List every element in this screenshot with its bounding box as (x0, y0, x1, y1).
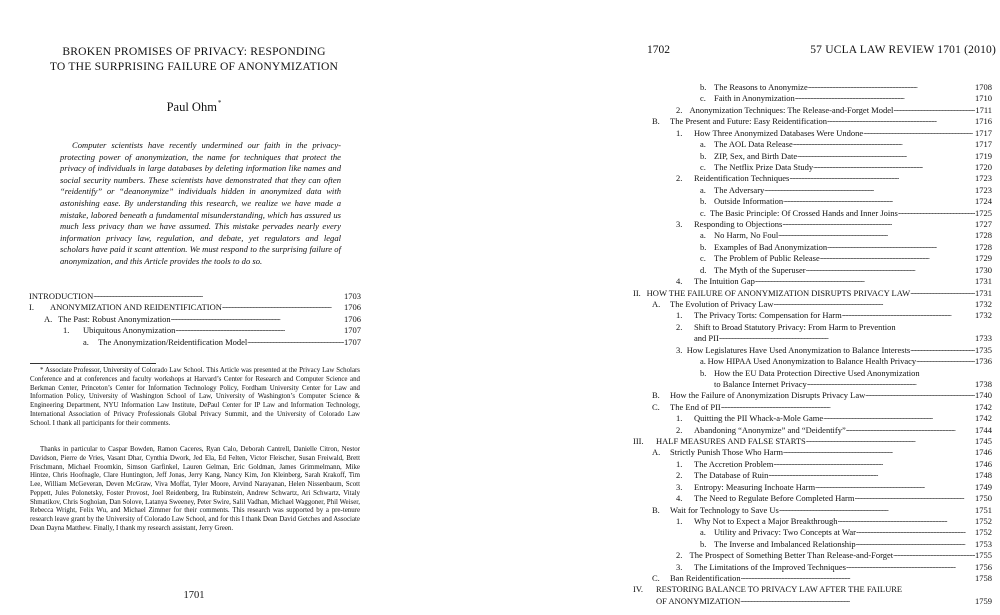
toc-entry-page: 1749 (975, 481, 992, 492)
toc-entry-number: 1. (676, 127, 683, 138)
toc-entry-label: The Privacy Torts: Compensation for Harm (694, 310, 842, 321)
toc-entry-label: Quitting the PII Whack-a-Mole Game (694, 413, 824, 424)
toc-entry-label: Abandoning “Anonymize” and “Deidentify” (694, 424, 846, 435)
toc-entry-label: The Myth of the Superuser (714, 264, 806, 275)
toc-entry-label: to Balance Internet Privacy (714, 378, 807, 389)
toc-entry-label: INTRODUCTION (29, 291, 94, 301)
toc-entry-label: How Legislatures Have Used Anonymization to Balance Interests (686, 344, 911, 355)
toc-entry-page: 1759 (975, 595, 992, 606)
toc-entry-number: b. (700, 150, 707, 161)
toc-entry-label: Ban Reidentification (670, 573, 741, 584)
toc-entry-number: a. (700, 230, 706, 241)
left-page (0, 0, 388, 615)
toc-entry-number: B. (652, 390, 660, 401)
toc-entry-label: The Present and Future: Easy Reidentification (670, 116, 827, 127)
toc-entry-label: Reidentification Techniques (694, 173, 790, 184)
toc-entry-number: c. (700, 253, 706, 264)
toc-entry-label: The Accretion Problem (694, 458, 774, 469)
toc-entry-number: B. (652, 504, 660, 515)
toc-entry[interactable] (652, 573, 992, 584)
toc-entry-page: 1729 (975, 253, 992, 264)
toc-entry-label: Shift to Broad Statutory Privacy: From Harm to Prevention (694, 321, 896, 332)
toc-entry-page: 1723 (975, 184, 992, 195)
toc-entry[interactable] (656, 596, 992, 607)
toc-entry-label: RESTORING BALANCE TO PRIVACY LAW AFTER THE FAILURE (656, 584, 903, 595)
toc-entry-number: III. (633, 436, 644, 447)
toc-entry-label: No Harm, No Foul (714, 230, 779, 241)
toc-entry-page: 1746 (975, 447, 992, 458)
toc-entry-page: 1707 (344, 336, 361, 347)
toc-entry-number: 2. (676, 424, 683, 435)
toc-entry-label: The Prospect of Something Better Than Release-and-Forget (689, 550, 894, 561)
toc-entry-label: The Inverse and Imbalanced Relationship (714, 538, 856, 549)
toc-entry-number: 3. (676, 481, 683, 492)
toc-entry-label: The Netflix Prize Data Study (714, 161, 814, 172)
toc-entry-page: 1742 (975, 413, 992, 424)
toc-entry-number: 2. (676, 470, 683, 481)
toc-entry-page: 1727 (975, 219, 992, 230)
toc-entry-page: 1706 (344, 302, 361, 313)
toc-dot-leader (247, 335, 344, 348)
toc-entry-number: 3. (676, 219, 683, 230)
toc-entry-number: b. (700, 196, 707, 207)
toc-entry-label: Faith in Anonymization (714, 93, 795, 104)
toc-entry-label: Strictly Punish Those Who Harm (670, 447, 784, 458)
toc-entry-number: 4. (676, 493, 683, 504)
toc-entry-label: ANONYMIZATION AND REIDENTIFICATION (50, 302, 222, 313)
abstract: Computer scientists have recently undermined our faith in the privacy-protecting power of anonymization, the name for techniques that protect the privacy of individuals in large databases by deleting information like names and social security numbers. These scientists have demonstrated that they can often “reidentify” or “deanonymize” individuals hidden in anonymized data with astonishing ease. By understanding this research, we realize we have made a mistake, labored beneath a fundamental misunderstanding, which has assured us much less privacy than we have assumed. This mistake pervades nearly every information privacy law, regulation, and debate, yet regulators and legal scholars have paid it scant attention. We must respond to the surprising failure of anonymization, and this Article provides the tools to do so. (60, 140, 341, 266)
toc-entry-page: 1731 (975, 276, 992, 287)
toc-entry-page: 1756 (975, 561, 992, 572)
toc-entry-label: Ubiquitous Anonymization (83, 325, 176, 336)
toc-entry-label: The AOL Data Release (714, 139, 793, 150)
toc-entry-label: The Database of Ruin (694, 470, 769, 481)
toc-entry-page: 1758 (975, 573, 992, 584)
toc-entry-page: 1733 (975, 333, 992, 344)
toc-entry-label: The Past: Robust Anonymization (58, 313, 171, 324)
toc-entry-label: The Basic Principle: Of Crossed Hands and Inner Joins (709, 207, 898, 218)
toc-entry-page: 1725 (975, 207, 992, 218)
toc-entry-number: c. (700, 93, 706, 104)
toc-entry-label: Responding to Objections (694, 219, 783, 230)
toc-entry-label: The Limitations of the Improved Techniques (694, 561, 846, 572)
toc-entry-number: c. (700, 207, 706, 218)
page-folio: 1701 (183, 590, 205, 601)
toc-entry-number: A. (44, 313, 53, 324)
toc-entry-number: 2. (676, 104, 683, 115)
toc-entry-number: II. (633, 287, 641, 298)
toc-entry-number: A. (652, 298, 661, 309)
toc-entry-number: 2. (676, 321, 683, 332)
toc-entry-label: Wait for Technology to Save Us (670, 504, 779, 515)
toc-entry-page: 1711 (975, 104, 992, 115)
author-line (0, 99, 388, 115)
toc-entry-page: 1738 (975, 378, 992, 389)
toc-entry-label: The Anonymization/Reidentification Model (98, 336, 248, 347)
toc-entry-label: The Reasons to Anonymize (714, 82, 808, 92)
toc-entry-page: 1731 (975, 287, 992, 298)
toc-entry[interactable] (83, 337, 361, 348)
toc-entry-number: 1. (63, 325, 70, 336)
toc-entry-label: The Evolution of Privacy Law (670, 298, 774, 309)
toc-entry-label: and PII (694, 333, 719, 344)
toc-entry-label: Utility and Privacy: Two Concepts at War (714, 527, 856, 538)
toc-entry-number: a. (83, 336, 89, 347)
toc-entry-page: 1724 (975, 196, 992, 207)
toc-dot-leader (842, 308, 975, 321)
toc-entry-label: How the EU Data Protection Directive Used Anonymization (714, 367, 920, 378)
toc-entry-page: 1742 (975, 401, 992, 412)
toc-entry-page: 1740 (975, 390, 992, 401)
toc-entry-page: 1717 (975, 139, 992, 150)
toc-entry-number: 1. (676, 458, 683, 469)
toc-entry-number: b. (700, 241, 707, 252)
footnote-rule (30, 363, 156, 364)
toc-entry-page: 1755 (975, 550, 992, 561)
toc-entry-number: d. (700, 264, 707, 275)
toc-entry-page: 1746 (975, 458, 992, 469)
toc-entry-page: 1736 (975, 356, 992, 367)
toc-entry-label: How HIPAA Used Anonymization to Balance Health Privacy (707, 356, 917, 367)
toc-dot-leader (740, 594, 975, 607)
toc-entry-page: 1728 (975, 230, 992, 241)
toc-entry-page: 1719 (975, 150, 992, 161)
toc-entry-label: The Need to Regulate Before Completed Harm (694, 493, 855, 504)
toc-entry-number: 2. (676, 550, 683, 561)
toc-entry-number: 1. (676, 310, 683, 321)
toc-entry-number: a. (700, 184, 706, 195)
toc-entry-page: 1750 (975, 493, 992, 504)
toc-entry-page: 1728 (975, 241, 992, 252)
toc-entry-number: 3. (676, 344, 683, 355)
toc-entry-page: 1753 (975, 538, 992, 549)
toc-entry-page: 1707 (344, 325, 361, 336)
toc-entry-label: Why Not to Expect a Major Breakthrough (694, 515, 838, 526)
toc-entry-page: 1706 (344, 313, 361, 324)
toc-entry-label: How Three Anonymized Databases Were Undone (694, 127, 864, 138)
toc-entry-number: 4. (676, 276, 683, 287)
author-footnote-mark[interactable]: * (217, 99, 222, 107)
toc-entry-label: The End of PII (670, 401, 721, 412)
toc-entry-number: a. (700, 139, 706, 150)
toc-entry-page: 1730 (975, 264, 992, 275)
toc-entry-number: I. (29, 302, 34, 313)
toc-entry-page: 1723 (975, 173, 992, 184)
toc-entry-number: 2. (676, 173, 683, 184)
toc-entry-page: 1732 (975, 298, 992, 309)
toc-entry-number: 1. (676, 515, 683, 526)
toc-dot-leader (916, 354, 975, 367)
toc-entry-number: b. (700, 538, 707, 549)
toc-entry-number: a. (700, 527, 706, 538)
toc-entry-label: The Intuition Gap (694, 276, 755, 287)
toc-entry-number: a. (700, 356, 706, 367)
toc-entry-number: B. (652, 116, 660, 127)
running-head-page-number: 1702 (647, 44, 670, 56)
toc-entry-label: Anonymization Techniques: The Release-and-Forget Model (689, 104, 894, 115)
toc-entry-page: 1745 (975, 436, 992, 447)
toc-entry-page: 1748 (975, 470, 992, 481)
toc-entry-page: 1752 (975, 515, 992, 526)
toc-entry-page: 1703 (344, 291, 361, 301)
footnote-paragraph-1: * Associate Professor, University of Colorado Law School. This Article was presented at the Privacy Law Scholars Conference and at conferences and faculty workshops at Harvard’s Center for Research and Computer Science and Berkman Center, Princeton’s Center for Information Technology Policy, Fordham University Center for Law and Information Policy, University of Washington School of Law, University of Washington’s Computer Science & Engineering Department, NYU Information Law Institute, DePaul Center for IP Law and Information Technology, International Association of Privacy Professionals Global Privacy Summit, and the University of Colorado Law School. I thank all participants for their comments. (30, 367, 360, 427)
toc-entry-label: ZIP, Sex, and Birth Date (714, 150, 798, 161)
toc-entry-page: 1710 (975, 93, 992, 104)
toc-entry-number: C. (652, 401, 660, 412)
toc-entry-label: OF ANONYMIZATION (656, 595, 741, 606)
toc-entry[interactable] (700, 356, 992, 367)
toc-entry-number: IV. (633, 584, 643, 595)
toc-entry-page: 1716 (975, 116, 992, 127)
toc-entry-label: How the Failure of Anonymization Disrupts Privacy Law (670, 390, 866, 401)
toc-entry[interactable] (676, 310, 992, 321)
toc-entry-number: b. (700, 82, 707, 92)
article-title (0, 44, 388, 74)
toc-entry-label: HALF MEASURES AND FALSE STARTS (656, 436, 806, 447)
toc-entry-number: 3. (676, 561, 683, 572)
author-name: Paul Ohm (166, 100, 217, 114)
toc-entry-label: Entropy: Measuring Inchoate Harm (694, 481, 816, 492)
toc-dot-leader (741, 571, 975, 584)
toc-entry-label: The Adversary (714, 184, 765, 195)
toc-entry-page: 1735 (975, 344, 992, 355)
toc-entry-page: 1751 (975, 504, 992, 515)
toc-entry-page: 1752 (975, 527, 992, 538)
toc-entry-page: 1708 (975, 82, 992, 92)
footnote-paragraph-2: Thanks in particular to Caspar Bowden, Ramon Caceres, Ryan Calo, Deborah Cantrell, Danielle Citron, Nestor Davidson, Pierre de Vries, Vasant Dhar, Cynthia Dwork, Jed Ela, Ed Felten, Victor Fleischer, Susan Freiwald, Brett Frischmann, Michael Froomkin, Simson Garfinkel, Lauren Gelman, Eric Goldman, James Grimmelmann, Mike Hintze, Chris Hoofnagle, Clare Huntington, Jeff Jonas, Jerry Kang, Nancy Kim, Jon Kleinberg, Sarah Krakoff, Tim Lee, William McGeveran, Deven McGraw, Viva Moffat, Tyler Moore, Arvind Narayanan, Helen Nissenbaum, Scott Peppett, Jules Polonetsky, Foster Provost, Joel Reidenberg, Ira Rubinstein, Andrew Schwartz, Ari Schwartz, Vitaly Shmatikov, Chris Soghoian, Dan Solove, Latanya Sweeney, Peter Swire, Salil Vadhan, Michael Waggoner, Phil Weiser, Rebecca Wright, Felix Wu, and Michael Zimmer for their comments. This research was supported by a pre-tenure research leave grant by the University of Colorado Law School, and for this I thank Dean David Getches and Associate Dean Dayna Matthew. Finally, I thank my research assistant, Jerry Green. (30, 446, 360, 532)
toc-entry-number: b. (700, 367, 707, 378)
toc-entry-number: 1. (676, 413, 683, 424)
right-page (618, 0, 1000, 615)
toc-entry-page: 1744 (975, 424, 992, 435)
toc-entry-label: The Problem of Public Release (714, 253, 820, 264)
toc-entry-label: HOW THE FAILURE OF ANONYMIZATION DISRUPTS PRIVACY LAW (646, 287, 911, 298)
toc-entry-page: 1717 (975, 127, 992, 138)
toc-entry-number: c. (700, 161, 706, 172)
running-head-journal: 57 UCLA LAW REVIEW 1701 (2010) (810, 44, 996, 56)
toc-entry-label: Outside Information (714, 196, 784, 207)
toc-entry-number: C. (652, 573, 660, 584)
toc-entry-number: A. (652, 447, 661, 458)
title-line-1: BROKEN PROMISES OF PRIVACY: RESPONDING (62, 45, 326, 58)
toc-entry-page: 1720 (975, 161, 992, 172)
title-line-2: TO THE SURPRISING FAILURE OF ANONYMIZATION (49, 60, 339, 73)
toc-entry-page: 1732 (975, 310, 992, 321)
toc-entry-label: Examples of Bad Anonymization (714, 241, 828, 252)
